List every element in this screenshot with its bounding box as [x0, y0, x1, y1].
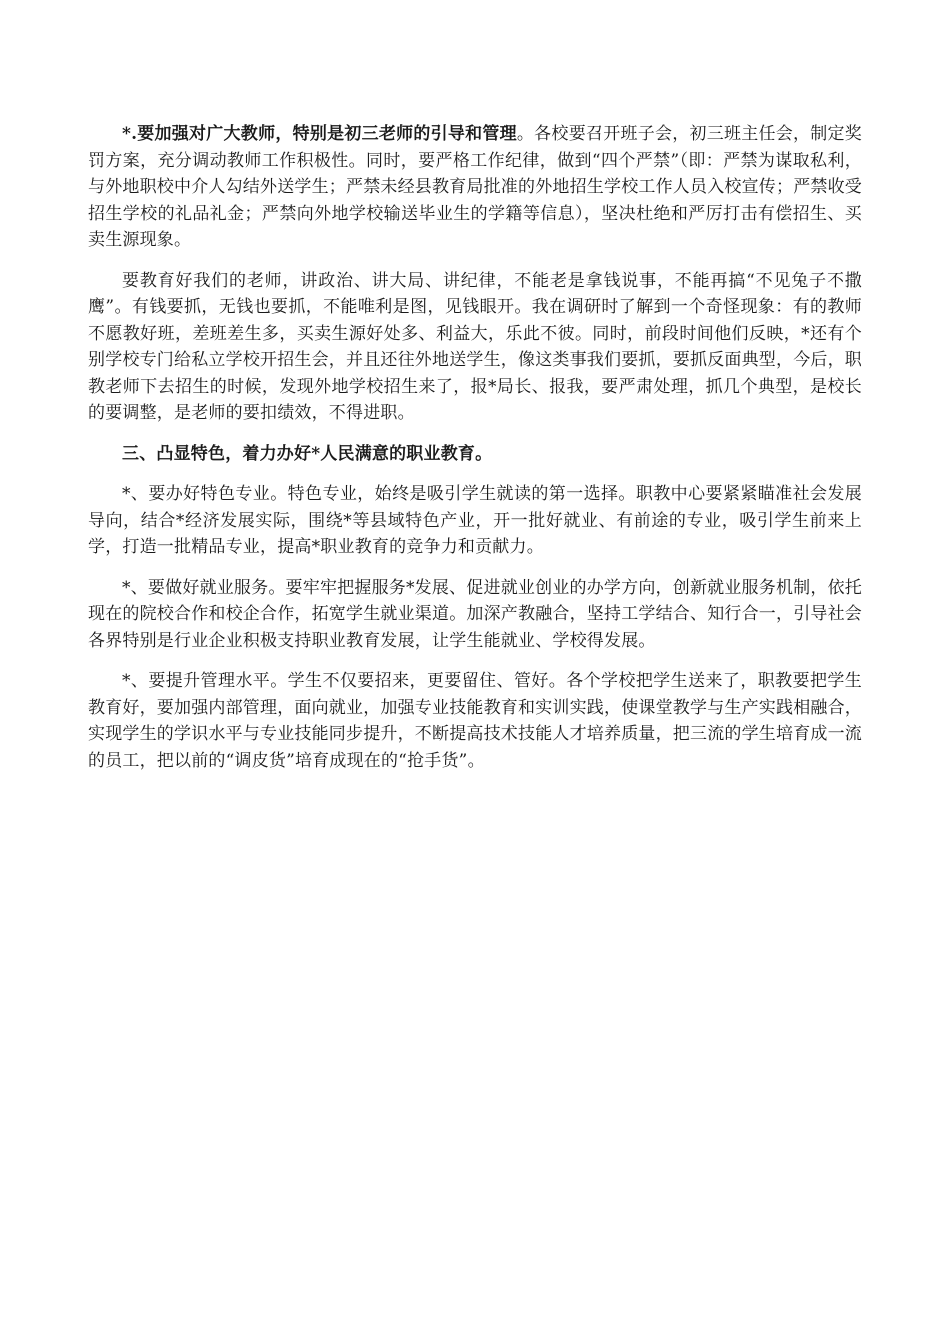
paragraph-body: 。各校要召开班子会，初三班主任会，制定奖罚方案，充分调动教师工作积极性。同时，要严格工作纪律，做到“四个严禁”（即：严禁为谋取私利，与外地职校中介人勾结外送学生；严禁未经县教育局批准的外地招生学校工作人员入校宣传；严禁收受招生学校的礼品礼金；严禁向外地学校输送毕业生的学籍等信息），坚决杜绝和严厉打击有偿招生、买卖生源现象。 — [88, 124, 863, 250]
paragraph-management-level: *、要提升管理水平。学生不仅要招来，更要留住、管好。各个学校把学生送来了，职教要把学生教育好，要加强内部管理，面向就业，加强专业技能教育和实训实践，使课堂教学与生产实践相融合，实现学生的学识水平与专业技能同步提升，不断提高技术技能人才培养质量，把三流的学生培育成一流的员工，把以前的“调皮货”培育成现在的“抢手货”。 — [88, 671, 862, 771]
paragraph-educate-teachers: 要教育好我们的老师，讲政治、讲大局、讲纪律，不能老是拿钱说事，不能再搞“不见兔子不撒鹰”。有钱要抓，无钱也要抓，不能唯利是图，见钱眼开。我在调研时了解到一个奇怪现象：有的教师不愿教好班，差班差生多，买卖生源好处多、利益大，乐此不彼。同时，前段时间他们反映，*还有个别学校专门给私立学校开招生会，并且还往外地送学生，像这类事我们要抓，要抓反面典型，今后，职教老师下去招生的时候，发现外地学校招生来了，报*局长、报我，要严肃处理，抓几个典型，是校长的要调整，是老师的要扣绩效，不得进职。 — [88, 270, 862, 423]
paragraph-employment-service: *、要做好就业服务。要牢牢把握服务*发展、促进就业创业的办学方向，创新就业服务机制，依托现在的院校合作和校企合作，拓宽学生就业渠道。加深产教融合，坚持工学结合、知行合一，引导社会各界特别是行业企业积极支持职业教育发展，让学生能就业、学校得发展。 — [88, 577, 862, 651]
section-heading: 三、凸显特色，着力办好*人民满意的职业教育。 — [122, 443, 493, 464]
paragraph-specialty: *、要办好特色专业。特色专业，始终是吸引学生就读的第一选择。职教中心要紧紧瞄准社会发展导向，结合*经济发展实际，围绕*等县域特色产业，开一批好就业、有前途的专业，吸引学生前来上学，打造一批精品专业，提高*职业教育的竞争力和贡献力。 — [88, 484, 862, 557]
paragraph-lead-bold: *.要加强对广大教师，特别是初三老师的引导和管理 — [122, 124, 517, 144]
paragraph-teacher-management — [88, 121, 862, 254]
document-page — [88, 121, 862, 788]
